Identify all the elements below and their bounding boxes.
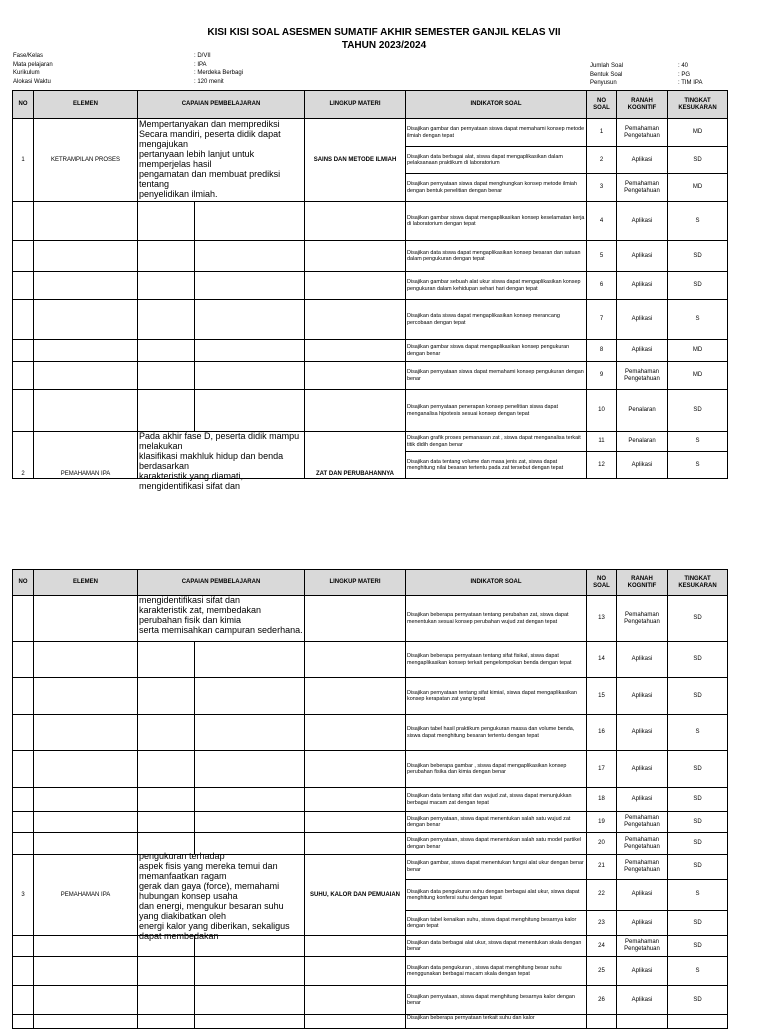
no-soal-cell: 5: [587, 241, 617, 272]
header-lingkup: LINGKUP MATERI: [305, 570, 406, 596]
table-row: [13, 833, 728, 855]
table-row: [13, 715, 728, 751]
header-no: NO: [13, 91, 34, 119]
indikator-cell: Disajikan data tentang volume dan masa jenis zat, siswa dapat menghitung nilai besaran tertentu pada zat tersebut dengan tepat: [406, 452, 587, 479]
tingkat-cell: MD: [668, 174, 728, 202]
ranah-cell: Aplikasi: [617, 751, 668, 788]
lingkup-cell: SUHU, KALOR DAN PEMUAIAN: [305, 855, 406, 936]
no-soal-cell: 7: [587, 300, 617, 340]
no-soal-cell: 3: [587, 174, 617, 202]
tingkat-cell: S: [668, 452, 728, 479]
ranah-cell: Pemahaman Pengetahuan: [617, 119, 668, 147]
meta-value: : D/VII: [194, 53, 211, 59]
ranah-cell: Pemahaman Pengetahuan: [617, 596, 668, 642]
lingkup-cell: SAINS DAN METODE ILMIAH: [305, 119, 406, 202]
ranah-cell: Aplikasi: [617, 147, 668, 174]
ranah-cell: Aplikasi: [617, 642, 668, 678]
no-soal-cell: 16: [587, 715, 617, 751]
table-row: [13, 957, 728, 986]
kisi-table-page2: [12, 569, 728, 1029]
indikator-cell: Disajikan data pengukuran , siswa dapat menghitung besar suhu menggunakan berbagai macam skala dengan tepat: [406, 957, 587, 986]
indikator-cell: Disajikan pernyataan, siswa dapat menghitung besarnya kalor dengan benar: [406, 986, 587, 1015]
indikator-cell: Disajikan beberapa pernyataan terkait suhu dan kalor: [406, 1015, 587, 1029]
no-soal-cell: 18: [587, 788, 617, 812]
no-soal-cell: 4: [587, 202, 617, 241]
row-number: 1: [13, 119, 34, 202]
indikator-cell: Disajikan beberapa pernyataan tentang sifat fisikal, siswa dapat mengaplikasikan konsep terkait pengelompokan benda dengan tepat: [406, 642, 587, 678]
tingkat-cell: SD: [668, 147, 728, 174]
table-row: [13, 855, 728, 880]
table-row: [13, 788, 728, 812]
table-row: [13, 986, 728, 1015]
indikator-cell: Disajikan grafik proses pemanasan zat , siswa dapat menganalisa terkait titik didih dengan benar: [406, 432, 587, 452]
ranah-cell: Pemahaman Pengetahuan: [617, 362, 668, 390]
table-header-row: [13, 570, 728, 596]
no-soal-cell: 15: [587, 678, 617, 715]
ranah-cell: Aplikasi: [617, 715, 668, 751]
ranah-cell: Aplikasi: [617, 986, 668, 1015]
table-row: [13, 432, 728, 452]
tingkat-cell: SD: [668, 855, 728, 880]
header-ranah: RANAH KOGNITIF: [617, 570, 668, 596]
tingkat-cell: [668, 1015, 728, 1029]
ranah-cell: Aplikasi: [617, 911, 668, 936]
header-no-soal: NO SOAL: [587, 570, 617, 596]
tingkat-cell: SD: [668, 390, 728, 432]
meta-label: Jumlah Soal: [590, 63, 624, 69]
header-capaian: CAPAIAN PEMBELAJARAN: [138, 91, 305, 119]
no-soal-cell: 9: [587, 362, 617, 390]
indikator-cell: Disajikan data siswa dapat mengaplikasikan konsep merancang percobaan dengan tepat: [406, 300, 587, 340]
meta-value: : PG: [678, 71, 691, 78]
tingkat-cell: S: [668, 957, 728, 986]
no-soal-cell: 1: [587, 119, 617, 147]
no-soal-cell: 21: [587, 855, 617, 880]
tingkat-cell: SD: [668, 911, 728, 936]
indikator-cell: Disajikan data berbagai alat, siswa dapat mengaplikasikan dalam pelaksanaan praktikum di laboratorium: [406, 147, 587, 174]
tingkat-cell: SD: [668, 936, 728, 957]
header-indikator: INDIKATOR SOAL: [406, 91, 587, 119]
table-row: [13, 300, 728, 340]
table-row: [13, 340, 728, 362]
document-title: KISI KISI SOAL ASESMEN SUMATIF AKHIR SEMESTER GANJIL KELAS VII: [207, 27, 561, 38]
no-soal-cell: 10: [587, 390, 617, 432]
tingkat-cell: SD: [668, 812, 728, 833]
capaian-text: pengukuran terhadap aspek fisis yang mereka temui dan memanfaatkan ragam gerak dan gaya (force), memahami hubungan konsep usaha dan energi, mengukur besaran suhu yang diakibatkan oleh energi kalor yang diberikan, sekaligus dapat membedakan: [139, 851, 290, 941]
ranah-cell: Pemahaman Pengetahuan: [617, 833, 668, 855]
indikator-cell: Disajikan gambar, siswa dapat menentukan fungsi alat ukur dengan benar benar: [406, 855, 587, 880]
tingkat-cell: SD: [668, 678, 728, 715]
no-soal-cell: 17: [587, 751, 617, 788]
header-lingkup: LINGKUP MATERI: [305, 91, 406, 119]
indikator-cell: Disajikan data berbagai alat ukur, siswa dapat menentukan skala dengan benar: [406, 936, 587, 957]
no-soal-cell: 25: [587, 957, 617, 986]
ranah-cell: Aplikasi: [617, 788, 668, 812]
table-row: [13, 812, 728, 833]
lingkup-cell: ZAT DAN PERUBAHANNYA: [305, 432, 406, 479]
table-row: [13, 241, 728, 272]
tingkat-cell: SD: [668, 241, 728, 272]
ranah-cell: Aplikasi: [617, 241, 668, 272]
tingkat-cell: SD: [668, 596, 728, 642]
tingkat-cell: MD: [668, 119, 728, 147]
table-header-row: [13, 91, 728, 119]
meta-value: : TIM IPA: [678, 80, 703, 86]
no-soal-cell: 24: [587, 936, 617, 957]
tingkat-cell: S: [668, 300, 728, 340]
tingkat-cell: SD: [668, 986, 728, 1015]
table-row: [13, 202, 728, 241]
tingkat-cell: SD: [668, 642, 728, 678]
kisi-table-page1: [12, 90, 728, 491]
capaian-cell: [138, 119, 305, 202]
row-number: 3: [13, 855, 34, 936]
header-capaian: CAPAIAN PEMBELAJARAN: [138, 570, 305, 596]
header-no: NO: [13, 570, 34, 596]
header-tingkat: TINGKAT KESUKARAN: [668, 91, 728, 119]
ranah-cell: Pemahaman Pengetahuan: [617, 812, 668, 833]
meta-label: Fase/Kelas: [13, 53, 44, 59]
capaian-cell: [138, 431, 305, 491]
document-year: TAHUN 2023/2024: [341, 40, 427, 51]
header-tingkat: TINGKAT KESUKARAN: [668, 570, 728, 596]
no-soal-cell: 14: [587, 642, 617, 678]
meta-value: : 40: [678, 63, 689, 69]
capaian-cell: [138, 596, 305, 642]
indikator-cell: Disajikan gambar siswa dapat mengaplikasikan konsep keselamatan kerja di laboratorium dengan tepat: [406, 202, 587, 241]
ranah-cell: Aplikasi: [617, 202, 668, 241]
tingkat-cell: MD: [668, 340, 728, 362]
meta-value: : IPA: [194, 61, 207, 68]
capaian-cell: [138, 851, 305, 941]
no-soal-cell: 12: [587, 452, 617, 479]
table-row: [13, 596, 728, 642]
table-row: [13, 678, 728, 715]
header-indikator: INDIKATOR SOAL: [406, 570, 587, 596]
ranah-cell: Aplikasi: [617, 678, 668, 715]
header-elemen: ELEMEN: [34, 91, 138, 119]
ranah-cell: Aplikasi: [617, 272, 668, 300]
table-row: [13, 119, 728, 147]
indikator-cell: Disajikan pernyataan tentang sifat kimiaí, siswa dapat mengaplikasikan konsep kerapatan zat yang tepat: [406, 678, 587, 715]
header-elemen: ELEMEN: [34, 570, 138, 596]
capaian-text: Pada akhir fase D, peserta didik mampu melakukan klasifikasi makhluk hidup dan benda berdasarkan karakteristik yang diamati, mengidentifikasi sifat dan: [139, 431, 300, 491]
header-ranah: RANAH KOGNITIF: [617, 91, 668, 119]
indikator-cell: Disajikan pernyataan, siswa dapat menentukan salah satu wujud zat dengan benar: [406, 812, 587, 833]
table-row: [13, 390, 728, 432]
tingkat-cell: S: [668, 432, 728, 452]
no-soal-cell: 20: [587, 833, 617, 855]
meta-value: : Merdeka Berbagi: [194, 70, 244, 76]
ranah-cell: Aplikasi: [617, 452, 668, 479]
indikator-cell: Disajikan data pengukuran suhu dengan berbagai alat ukur, siswa dapat menghitung konfersi suhu dengan tepat: [406, 879, 587, 911]
tingkat-cell: SD: [668, 788, 728, 812]
ranah-cell: Penalaran: [617, 390, 668, 432]
table-row: [13, 272, 728, 300]
meta-label: Bentuk Soal: [590, 71, 623, 78]
indikator-cell: Disajikan pernyataan siswa dapat menghungkan konsep metode ilmiah dengan bentuk penelitian dengan benar: [406, 174, 587, 202]
row-number: 2: [13, 432, 34, 479]
no-soal-cell: 26: [587, 986, 617, 1015]
meta-label: Kurikulum: [13, 70, 40, 76]
tingkat-cell: S: [668, 202, 728, 241]
table-row: [13, 751, 728, 788]
no-soal-cell: 13: [587, 596, 617, 642]
no-soal-cell: 6: [587, 272, 617, 300]
indikator-cell: Disajikan beberapa gambar , siswa dapat mengaplikasikan konsep perubahan fisika dan kimia dengan benar: [406, 751, 587, 788]
table-row: [13, 1015, 728, 1029]
elemen-cell: KETRAMPILAN PROSES: [34, 119, 138, 202]
no-soal-cell: 19: [587, 812, 617, 833]
tingkat-cell: S: [668, 715, 728, 751]
table-row: [13, 362, 728, 390]
elemen-cell: PEMAHAMAN IPA: [34, 432, 138, 479]
meta-value: : 120 menit: [194, 78, 224, 85]
indikator-cell: Disajikan gambar sebuah alat ukur siswa dapat mengaplikasikan konsep pengukuran dalam kehidupan sehari hari dengan tepat: [406, 272, 587, 300]
elemen-cell: PEMAHAMAN IPA: [34, 855, 138, 936]
indikator-cell: Disajikan pernyataan siswa dapat memahami konsep pengukuran dengan benar: [406, 362, 587, 390]
no-soal-cell: [587, 1015, 617, 1029]
meta-left: [13, 52, 243, 86]
meta-label: Mata pelajaran: [13, 61, 53, 68]
tingkat-cell: S: [668, 879, 728, 911]
indikator-cell: Disajikan data siswa dapat mengaplikasikan konsep besaran dan satuan dalam pengukuran dengan tepat: [406, 241, 587, 272]
indikator-cell: Disajikan tabel kenaikan suhu, siswa dapat menghitung besarnya kalor dengan tepat: [406, 911, 587, 936]
ranah-cell: Aplikasi: [617, 300, 668, 340]
ranah-cell: Pemahaman Pengetahuan: [617, 174, 668, 202]
ranah-cell: Penalaran: [617, 432, 668, 452]
indikator-cell: Disajikan pernyataan, siswa dapat menentukan salah satu model partikel dengan benar: [406, 833, 587, 855]
tingkat-cell: SD: [668, 751, 728, 788]
ranah-cell: [617, 1015, 668, 1029]
indikator-cell: Disajikan tabel hasil praktikum pengukuran massa dan volume benda, siswa dapat menghitung besaran tertentu dengan tepat: [406, 715, 587, 751]
meta-label: Alokasi Waktu: [13, 78, 51, 85]
ranah-cell: Aplikasi: [617, 879, 668, 911]
no-soal-cell: 22: [587, 879, 617, 911]
no-soal-cell: 11: [587, 432, 617, 452]
tingkat-cell: MD: [668, 362, 728, 390]
no-soal-cell: 2: [587, 147, 617, 174]
meta-label: Penyusun: [590, 80, 617, 86]
indikator-cell: Disajikan pernyataan penerapan konsep penelitian siswa dapat menganalisa hipotesis sesuai konsep dengan tepat: [406, 390, 587, 432]
ranah-cell: Pemahaman Pengetahuan: [617, 936, 668, 957]
meta-right: [590, 62, 702, 88]
ranah-cell: Aplikasi: [617, 340, 668, 362]
no-soal-cell: 8: [587, 340, 617, 362]
tingkat-cell: SD: [668, 272, 728, 300]
capaian-text: Mempertanyakan dan memprediksi Secara mandiri, peserta didik dapat mengajukan pertanyaan lebih lanjut untuk memperjelas hasil pengamatan dan membuat prediksi tentang penyelidikan ilmiah.: [139, 119, 281, 199]
no-soal-cell: 23: [587, 911, 617, 936]
indikator-cell: Disajikan gambar dan pernyataan siswa dapat memahami konsep metode ilmiah dengan tepat: [406, 119, 587, 147]
indikator-cell: Disajikan gambar siswa dapat mengaplikasikan konsep pengukuran dengan benar: [406, 340, 587, 362]
header-no-soal: NO SOAL: [587, 91, 617, 119]
capaian-text: mengidentifikasi sifat dan karakteristik zat, membedakan perubahan fisik dan kimia serta memisahkan campuran sederhana.: [139, 594, 303, 635]
ranah-cell: Pemahaman Pengetahuan: [617, 855, 668, 880]
tingkat-cell: SD: [668, 833, 728, 855]
indikator-cell: Disajikan beberapa pernyataan tentang perubahan zat, siswa dapat menentukan sesuai konsep perubahan wujud zat dengan tepat: [406, 596, 587, 642]
table-row: [13, 936, 728, 957]
ranah-cell: Aplikasi: [617, 957, 668, 986]
indikator-cell: Disajikan data tentang sifat dan wujud zat, siswa dapat menunjukkan berbagai macam zat dengan tepat: [406, 788, 587, 812]
table-row: [13, 642, 728, 678]
